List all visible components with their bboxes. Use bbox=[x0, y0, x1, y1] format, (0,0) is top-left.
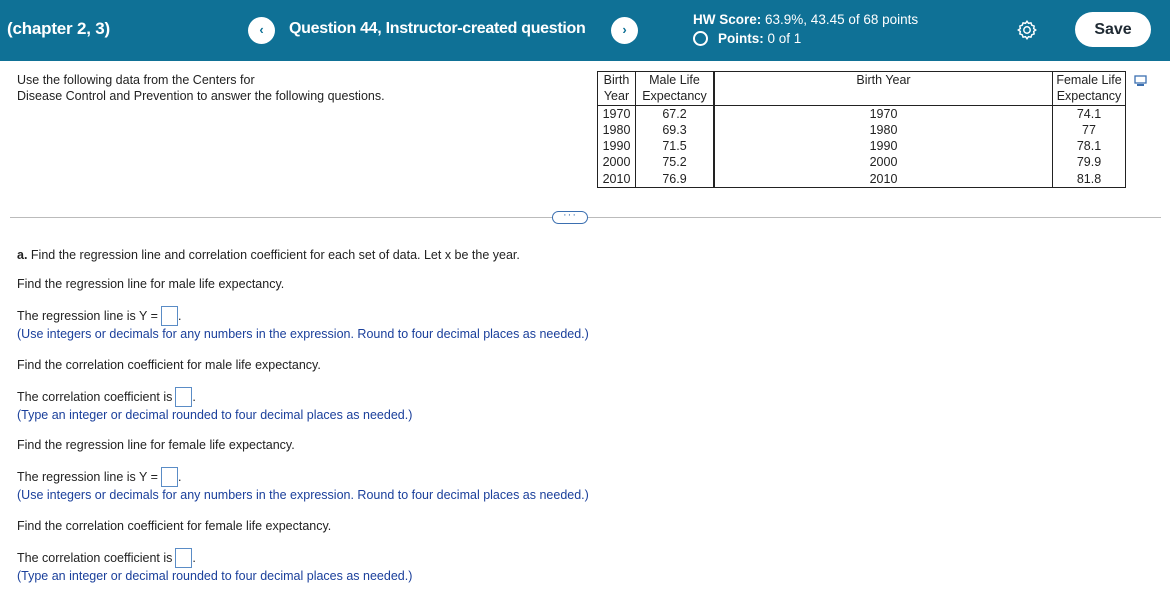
chapter-title: (chapter 2, 3) bbox=[7, 19, 111, 38]
table-cell: 81.8 bbox=[1053, 171, 1126, 188]
question-title: Question 44, Instructor-created question bbox=[289, 20, 586, 37]
period: . bbox=[177, 470, 182, 484]
intro-line-1: Use the following data from the Centers for bbox=[17, 73, 255, 87]
table-row bbox=[715, 105, 1126, 122]
previous-question-button[interactable] bbox=[248, 17, 275, 44]
table-cell: 1970 bbox=[602, 106, 631, 121]
table-row bbox=[598, 171, 714, 188]
table-header-birth-year bbox=[715, 72, 1053, 106]
part-a-text: Find the regression line and correlation coefficient for each set of data. Let x be the year. bbox=[30, 248, 520, 262]
table-row bbox=[598, 138, 714, 154]
table-cell: 2000 bbox=[869, 155, 898, 170]
top-bar bbox=[0, 0, 1170, 61]
table-row bbox=[598, 154, 714, 170]
header-line: Male Life bbox=[649, 73, 700, 87]
table-cell: 69.3 bbox=[636, 122, 714, 138]
hw-score bbox=[693, 12, 918, 27]
female-correlation-answer-input[interactable] bbox=[175, 548, 192, 568]
table-row bbox=[715, 171, 1126, 188]
table-row bbox=[598, 122, 714, 138]
female-regression-sentence bbox=[17, 467, 181, 487]
intro-line-2: Disease Control and Prevention to answer the following questions. bbox=[17, 89, 385, 103]
chevron-right-icon: › bbox=[622, 22, 627, 37]
table-cell: 76.9 bbox=[636, 171, 714, 188]
hw-score-value: 63.9%, 43.45 of 68 points bbox=[765, 12, 919, 27]
table-cell: 67.2 bbox=[636, 105, 714, 122]
table-cell: 1980 bbox=[602, 122, 631, 137]
table-cell: 1970 bbox=[869, 106, 898, 121]
male-regression-hint: (Use integers or decimals for any numbers in the expression. Round to four decimal places as needed.) bbox=[17, 327, 589, 341]
points-value: 0 of 1 bbox=[767, 31, 802, 46]
header-line: Year bbox=[603, 89, 630, 104]
table-cell: 1990 bbox=[869, 139, 898, 154]
gear-icon[interactable] bbox=[1016, 19, 1038, 41]
table-row bbox=[598, 105, 714, 122]
male-regression-prompt: Find the regression line for male life expectancy. bbox=[17, 277, 285, 291]
table-cell: 77 bbox=[1053, 122, 1126, 138]
female-regression-hint: (Use integers or decimals for any numbers in the expression. Round to four decimal places as needed.) bbox=[17, 488, 589, 502]
hw-score-label: HW Score: bbox=[693, 12, 762, 27]
table-header-male-life-expectancy bbox=[636, 72, 714, 106]
header-line: Birth bbox=[603, 73, 630, 87]
table-header-birth-year bbox=[598, 72, 636, 106]
table-cell: 75.2 bbox=[636, 154, 714, 170]
header-line: Expectancy bbox=[642, 89, 707, 104]
period: . bbox=[177, 309, 182, 323]
male-correlation-prompt: Find the correlation coefficient for male life expectancy. bbox=[17, 358, 321, 372]
table-row bbox=[715, 122, 1126, 138]
intro-text bbox=[17, 72, 437, 104]
table-cell: 2000 bbox=[602, 155, 631, 170]
male-life-expectancy-table bbox=[597, 71, 714, 188]
period: . bbox=[192, 390, 196, 404]
male-regression-answer-input[interactable] bbox=[161, 306, 178, 326]
table-header-female-life-expectancy bbox=[1053, 72, 1126, 106]
correlation-label: The correlation coefficient is bbox=[17, 551, 173, 565]
header-line: Birth Year bbox=[856, 73, 911, 87]
female-correlation-sentence bbox=[17, 548, 196, 568]
save-button[interactable]: Save bbox=[1075, 12, 1151, 47]
part-a-label: a. bbox=[17, 248, 28, 262]
points-label: Points: bbox=[718, 31, 764, 46]
part-a-instruction bbox=[17, 248, 520, 262]
correlation-label: The correlation coefficient is bbox=[17, 390, 173, 404]
male-correlation-hint: (Type an integer or decimal rounded to four decimal places as needed.) bbox=[17, 408, 413, 422]
table-cell: 79.9 bbox=[1053, 154, 1126, 170]
regression-label: The regression line is Y = bbox=[17, 470, 158, 484]
table-cell: 2010 bbox=[602, 171, 631, 186]
table-cell: 2010 bbox=[869, 171, 898, 186]
table-row bbox=[715, 138, 1126, 154]
points bbox=[693, 31, 801, 46]
more-options-button[interactable]: ··· bbox=[552, 211, 588, 224]
next-question-button[interactable] bbox=[611, 17, 638, 44]
male-regression-sentence bbox=[17, 306, 181, 326]
regression-label: The regression line is Y = bbox=[17, 309, 158, 323]
table-cell: 71.5 bbox=[636, 138, 714, 154]
period: . bbox=[192, 551, 196, 565]
table-row bbox=[715, 154, 1126, 170]
female-correlation-prompt: Find the correlation coefficient for female life expectancy. bbox=[17, 519, 332, 533]
female-regression-answer-input[interactable] bbox=[161, 467, 178, 487]
header-line: Expectancy bbox=[1056, 89, 1122, 104]
table-cell: 1990 bbox=[602, 139, 631, 154]
table-cell: 78.1 bbox=[1053, 138, 1126, 154]
table-cell: 74.1 bbox=[1053, 105, 1126, 122]
female-regression-prompt: Find the regression line for female life expectancy. bbox=[17, 438, 295, 452]
male-correlation-sentence bbox=[17, 387, 196, 407]
chevron-left-icon: ‹ bbox=[259, 22, 264, 37]
copy-table-icon[interactable] bbox=[1134, 75, 1147, 87]
table-cell: 1980 bbox=[869, 122, 898, 137]
female-life-expectancy-table bbox=[714, 71, 1126, 188]
header-line: Female Life bbox=[1056, 73, 1122, 87]
circle-icon bbox=[693, 31, 708, 46]
female-correlation-hint: (Type an integer or decimal rounded to four decimal places as needed.) bbox=[17, 569, 413, 583]
male-correlation-answer-input[interactable] bbox=[175, 387, 192, 407]
